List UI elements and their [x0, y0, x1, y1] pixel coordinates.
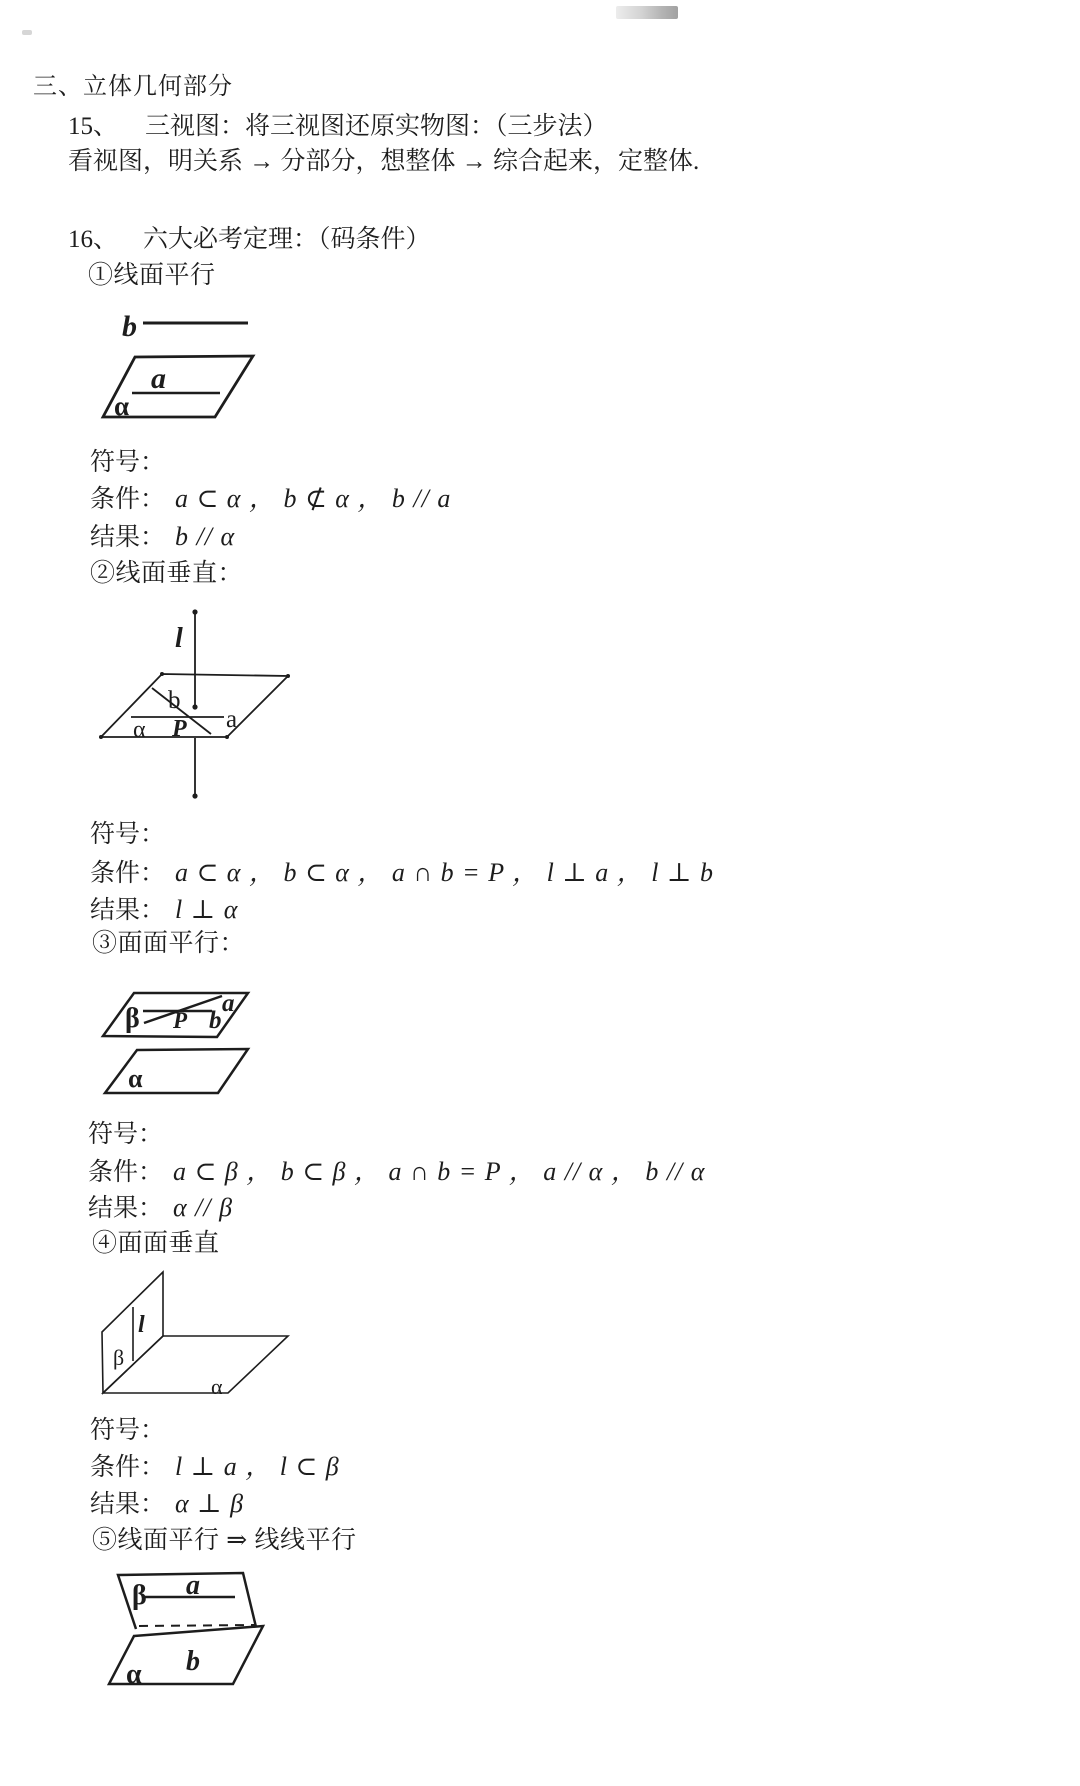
line-b-label: b [209, 1007, 222, 1034]
plane-beta-label: β [132, 1580, 147, 1611]
condition-formula-4: l ⊥ a ， l ⊂ β [175, 1452, 340, 1481]
section-2-heading: ②线面垂直： [90, 560, 244, 587]
line-a-label: a [186, 1570, 200, 1601]
result-formula-4: α ⊥ β [175, 1489, 245, 1518]
item-15-number: 15、 [68, 113, 119, 140]
line-l-label: l [138, 1312, 145, 1338]
scan-artifact-top-left [22, 30, 32, 35]
line-endpoint-dot [192, 704, 197, 709]
line-a-label: a [222, 990, 235, 1017]
point-p-label: P [172, 716, 187, 742]
line-a-label: a [226, 706, 238, 733]
item-16-line [68, 226, 431, 255]
line-endpoint-dot [192, 793, 197, 798]
condition-line-4 [90, 1452, 340, 1483]
result-label: 结果： [90, 897, 166, 924]
result-line-2 [90, 895, 238, 926]
plane-plane-parallel-diagram [95, 983, 265, 1098]
plane-alpha-label: α [114, 391, 130, 421]
point-p-label: P [173, 1008, 188, 1033]
item-15-title: 三视图：将三视图还原实物图：（三步法） [145, 113, 608, 140]
page-title: 三、立体几何部分 [33, 74, 233, 100]
item-15-note: 看视图，明关系 → 分部分，想整体 → 综合起来，定整体. [68, 148, 700, 175]
condition-line-2 [90, 858, 714, 889]
line-plane-perpendicular-diagram [90, 600, 305, 805]
result-line-3 [88, 1193, 233, 1224]
condition-formula-1: a ⊂ α ， b ⊄ α ， b // a [175, 484, 452, 513]
plane-alpha-label: α [133, 717, 146, 743]
plane-alpha-outline [105, 1049, 248, 1093]
result-label: 结果： [90, 524, 166, 551]
line-b-label: b [168, 687, 181, 714]
plane-corner-dot [160, 672, 164, 676]
plane-alpha-label: α [126, 1659, 142, 1690]
condition-formula-3: a ⊂ β ， b ⊂ β ， a ∩ b = P ， a // α ， b // α [173, 1157, 706, 1186]
symbol-label: 符号： [90, 1417, 166, 1444]
condition-label: 条件： [90, 486, 166, 513]
result-label: 结果： [90, 1491, 166, 1518]
plane-alpha-label: α [211, 1374, 223, 1399]
result-formula-1: b // α [175, 522, 236, 551]
symbol-line-1 [90, 449, 165, 478]
condition-line-3 [88, 1157, 705, 1188]
section-3-heading: ③面面平行： [92, 930, 246, 957]
intersection-dashed-line [139, 1625, 255, 1626]
line-endpoint-dot [192, 609, 197, 614]
symbol-label: 符号： [90, 821, 166, 848]
symbol-line-4 [90, 1417, 165, 1446]
line-a-label: a [151, 362, 166, 395]
line-plane-to-line-line-parallel-diagram [100, 1565, 275, 1690]
symbol-line-2 [90, 821, 165, 850]
line-plane-parallel-diagram [88, 298, 268, 426]
plane-beta-label: β [125, 1003, 140, 1034]
condition-label: 条件： [90, 1454, 166, 1481]
condition-line-1 [90, 484, 451, 515]
plane-beta-label: β [113, 1345, 125, 1370]
symbol-label: 符号： [88, 1121, 164, 1148]
scan-artifact-top-right [616, 6, 678, 19]
symbol-label: 符号： [90, 449, 166, 476]
symbol-line-3 [88, 1121, 163, 1150]
result-label: 结果： [88, 1195, 164, 1222]
section-4-heading: ④面面垂直 [92, 1230, 220, 1257]
plane-corner-dot [225, 735, 229, 739]
result-line-4 [90, 1489, 244, 1520]
item-16-number: 16、 [68, 226, 119, 253]
plane-alpha-label: α [128, 1064, 143, 1093]
line-b-label: b [186, 1646, 200, 1677]
result-line-1 [90, 522, 235, 553]
condition-formula-2: a ⊂ α ， b ⊂ α ， a ∩ b = P ， l ⊥ a ， l ⊥ b [175, 858, 714, 887]
condition-label: 条件： [90, 860, 166, 887]
result-formula-3: α // β [173, 1193, 234, 1222]
line-b-label: b [122, 310, 137, 343]
section-5-heading: ⑤线面平行 ⇒ 线线平行 [92, 1527, 357, 1554]
item-15-line [68, 113, 608, 142]
section-1-heading: ①线面平行 [88, 262, 216, 289]
result-formula-2: l ⊥ α [175, 895, 239, 924]
plane-plane-perpendicular-diagram [95, 1265, 295, 1400]
plane-corner-dot [286, 674, 290, 678]
item-16-title: 六大必考定理：（码条件） [143, 226, 431, 253]
plane-corner-dot [99, 735, 103, 739]
line-l-label: l [175, 623, 183, 654]
condition-label: 条件： [88, 1159, 164, 1186]
plane-alpha-outline [103, 1336, 288, 1393]
